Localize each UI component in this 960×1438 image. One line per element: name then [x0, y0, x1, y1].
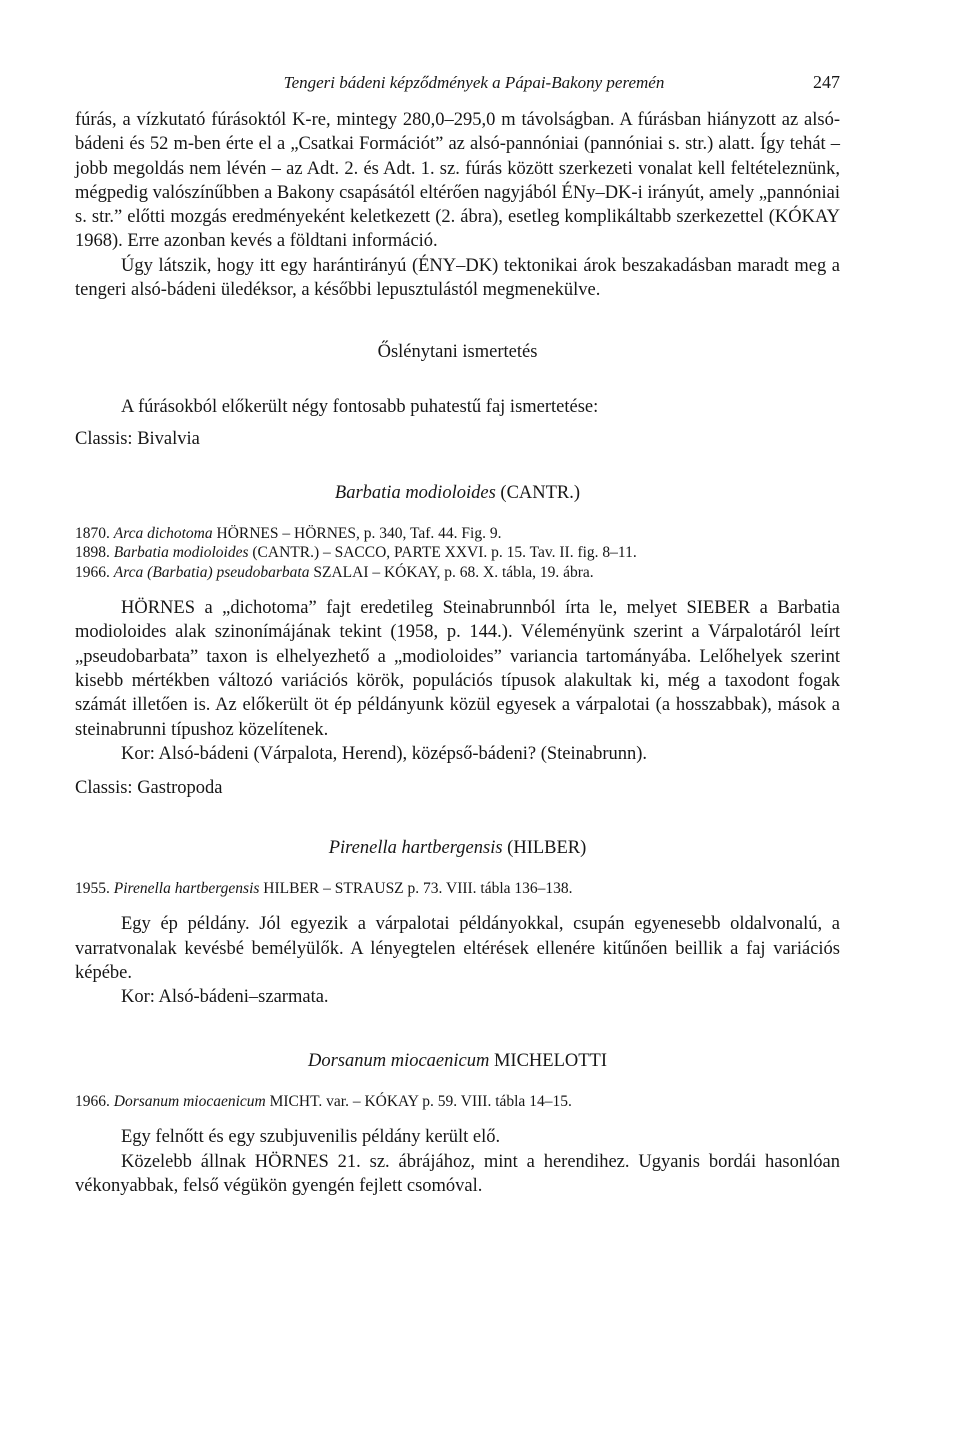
synonym-taxon: Arca dichotoma	[113, 524, 213, 542]
species-heading-2	[75, 836, 840, 860]
page-number: 247	[813, 72, 840, 92]
species-author: (CANTR.)	[500, 483, 581, 504]
intro-paragraph-2: Úgy látszik, hogy itt egy harántirányú (ÉNY–DK) tektonikai árok beszakadásban maradt meg a tengeri alsó-bádeni üledéksor, a későbbi lepusztulástól megmenekülve.	[75, 255, 840, 301]
species-heading-1	[75, 481, 840, 505]
synonym-reference: MICHT. var. – KÓKAY p. 59. VIII. tábla 14–15.	[269, 1092, 572, 1110]
synonym-list-1	[75, 524, 840, 583]
section-lead: A fúrásokból előkerült négy fontosabb puhatestű faj ismertetése:	[121, 396, 599, 417]
intro-paragraph-1: fúrás, a vízkutató fúrásoktól K-re, mintegy 280,0–295,0 m távolságban. A fúrásban hiányzott az alsó-bádeni és 52 m-ben érte el a „Csatkai Formációt” az alsó-pannóniai (pannóniai s. str.) alatt. Így tehát – jobb megoldás nem lévén – az Adt. 2. és Adt. 1. sz. fúrás között szerkezeti vonalat kell feltételeznünk, mégpedig valószínűbben a Bakony csapásától eltérően nagyjából ÉNy–DK-i irányút, amely „pannóniai s. str.” előtti mozgás eredményeként keletkezett (2. ábra), esetleg komplikáltabb szerkezettel (KÓKAY 1968). Erre azonban kevés a földtani információ.	[75, 110, 840, 252]
synonym-year: 1955.	[75, 879, 110, 897]
synonym-entry	[75, 879, 840, 899]
document-page	[75, 70, 840, 1198]
section-title: Őslénytani ismertetés	[377, 342, 538, 363]
synonym-entry	[75, 1092, 840, 1112]
running-header	[75, 70, 840, 108]
synonym-reference: SZALAI – KÓKAY, p. 68. X. tábla, 19. ábra.	[313, 563, 594, 581]
synonym-taxon: Barbatia modioloides	[113, 544, 249, 562]
synonym-year: 1966.	[75, 1092, 110, 1110]
synonym-reference: (CANTR.) – SACCO, PARTE XXVI. p. 15. Tav. II. fig. 8–11.	[252, 544, 637, 562]
synonym-entry	[75, 543, 840, 563]
species-author: MICHELOTTI	[493, 1051, 608, 1072]
species1-age: Kor: Alsó-bádeni (Várpalota, Herend), középső-bádeni? (Steinabrunn).	[121, 743, 648, 764]
species3-description: Egy felnőtt és egy szubjuvenilis példány került elő.	[121, 1127, 501, 1148]
species1-description: HÖRNES a „dichotoma” fajt eredetileg Steinabrunnból írta le, melyet SIEBER a Barbatia modioloides alak szinonímájának tekint (1958, p. 144.). Véleményünk szerint a Várpalotáról leírt „pseudobarbata” taxon is elhelyezhető a „modioloides” variancia tartományába. Lelőhelyek szerint kisebb mértékben változó variációs körök, populációs típusok alakultak ki, még a taxodont fogak számát illetően is. Az előkerült öt ép példányunk közül egyesek a várpalotai (a hosszabbak), mások a steinabrunni típushoz közelítenek.	[75, 598, 840, 740]
synonym-taxon: Pirenella hartbergensis	[113, 879, 260, 897]
synonym-taxon: Arca (Barbatia) pseudobarbata	[113, 563, 310, 581]
species-heading-3	[75, 1049, 840, 1073]
synonym-entry	[75, 524, 840, 544]
species2-age: Kor: Alsó-bádeni–szarmata.	[121, 987, 329, 1008]
species-name: Pirenella hartbergensis	[328, 838, 503, 859]
classis-gastropoda: Classis: Gastropoda	[75, 778, 223, 799]
species-author: (HILBER)	[507, 838, 587, 859]
synonym-year: 1966.	[75, 563, 110, 581]
species3-comparison: Közelebb állnak HÖRNES 21. sz. ábrájához, mint a herendihez. Ugyanis bordái hasonlóan vékonyabbak, felső végükön gyengén fejlett csomóval.	[75, 1151, 840, 1196]
synonym-reference: HÖRNES – HÖRNES, p. 340, Taf. 44. Fig. 9.	[216, 524, 502, 542]
synonym-entry	[75, 563, 840, 583]
running-title: Tengeri bádeni képződmények a Pápai-Bakony peremén	[283, 73, 665, 92]
synonym-reference: HILBER – STRAUSZ p. 73. VIII. tábla 136–138.	[263, 879, 573, 897]
species-name: Dorsanum miocaenicum	[307, 1051, 490, 1072]
synonym-year: 1870.	[75, 524, 110, 542]
species-name: Barbatia modioloides	[334, 483, 496, 504]
synonym-taxon: Dorsanum miocaenicum	[113, 1092, 266, 1110]
classis-bivalvia: Classis: Bivalvia	[75, 428, 200, 449]
synonym-year: 1898.	[75, 544, 110, 562]
species2-description: Egy ép példány. Jól egyezik a várpalotai példányokkal, csupán egyenesebb oldalvonalú, a varratvonalak kevésbé bemélyülők. A lényegtelen eltérések ellenére kitűnően beillik a faj variációs képébe.	[75, 914, 840, 983]
